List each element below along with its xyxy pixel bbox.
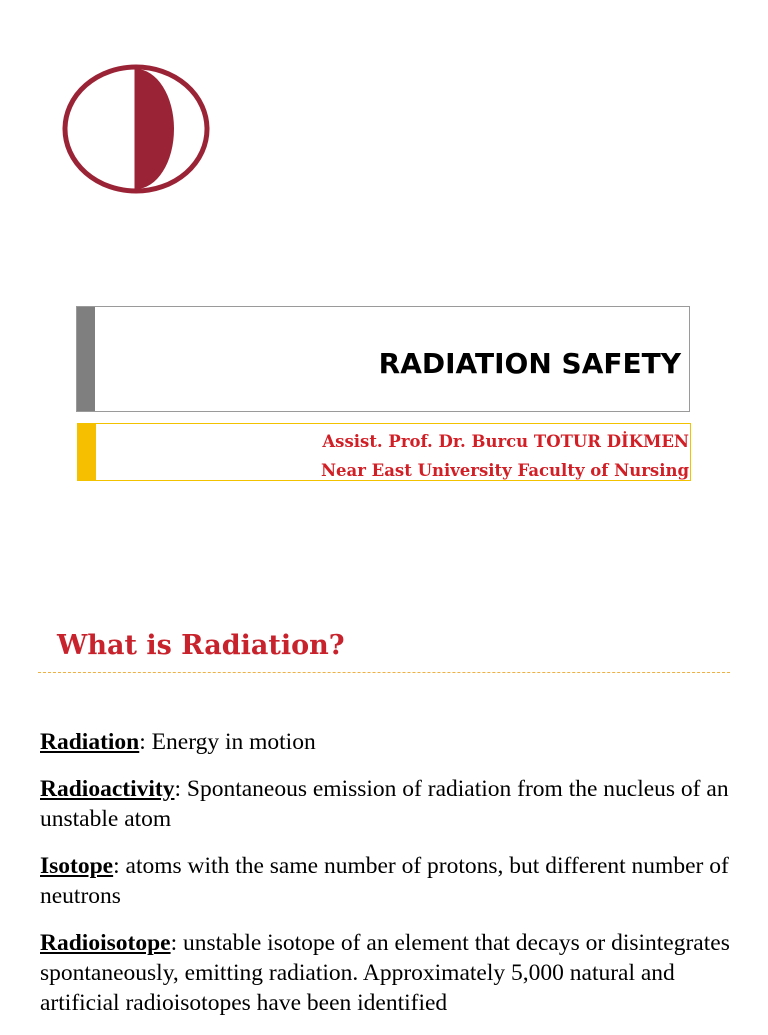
definition-radioisotope (40, 928, 740, 1018)
subtitle-box (77, 423, 691, 481)
definition-separator: : (170, 930, 183, 956)
definition-text: Spontaneous emission of radiation from the nucleus of an unstable atom (40, 776, 729, 832)
author-name: Assist. Prof. Dr. Burcu TOTUR DİKMEN (322, 432, 689, 451)
definition-term: Isotope (40, 853, 114, 879)
definition-separator: : (139, 729, 152, 755)
section-heading: What is Radiation? (57, 630, 345, 661)
heading-divider (38, 672, 730, 673)
definition-isotope (40, 851, 740, 911)
definition-term: Radioactivity (40, 776, 175, 802)
definition-text: unstable isotope of an element that decays or disintegrates spontaneously, emitting radiation. Approximately 5,000 natural and artificial radioisotopes have been identified (40, 930, 730, 1016)
definition-separator: : (174, 776, 187, 802)
subtitle-accent-bar (78, 424, 96, 480)
definition-term: Radiation (40, 729, 140, 755)
definition-term: Radioisotope (40, 930, 171, 956)
slide-title: RADIATION SAFETY (378, 347, 681, 380)
definition-radioactivity (40, 774, 740, 834)
definitions-list (40, 727, 740, 1035)
institution-name: Near East University Faculty of Nursing (320, 461, 689, 480)
definition-separator: : (113, 853, 126, 879)
title-accent-bar (77, 307, 95, 411)
definition-text: Energy in motion (151, 729, 316, 755)
university-logo-icon (60, 63, 212, 195)
title-box (76, 306, 690, 412)
subtitle-lines (321, 427, 689, 485)
definition-text: atoms with the same number of protons, but different number of neutrons (40, 853, 729, 909)
definition-radiation (40, 727, 740, 757)
logo-half-moon (136, 69, 174, 189)
